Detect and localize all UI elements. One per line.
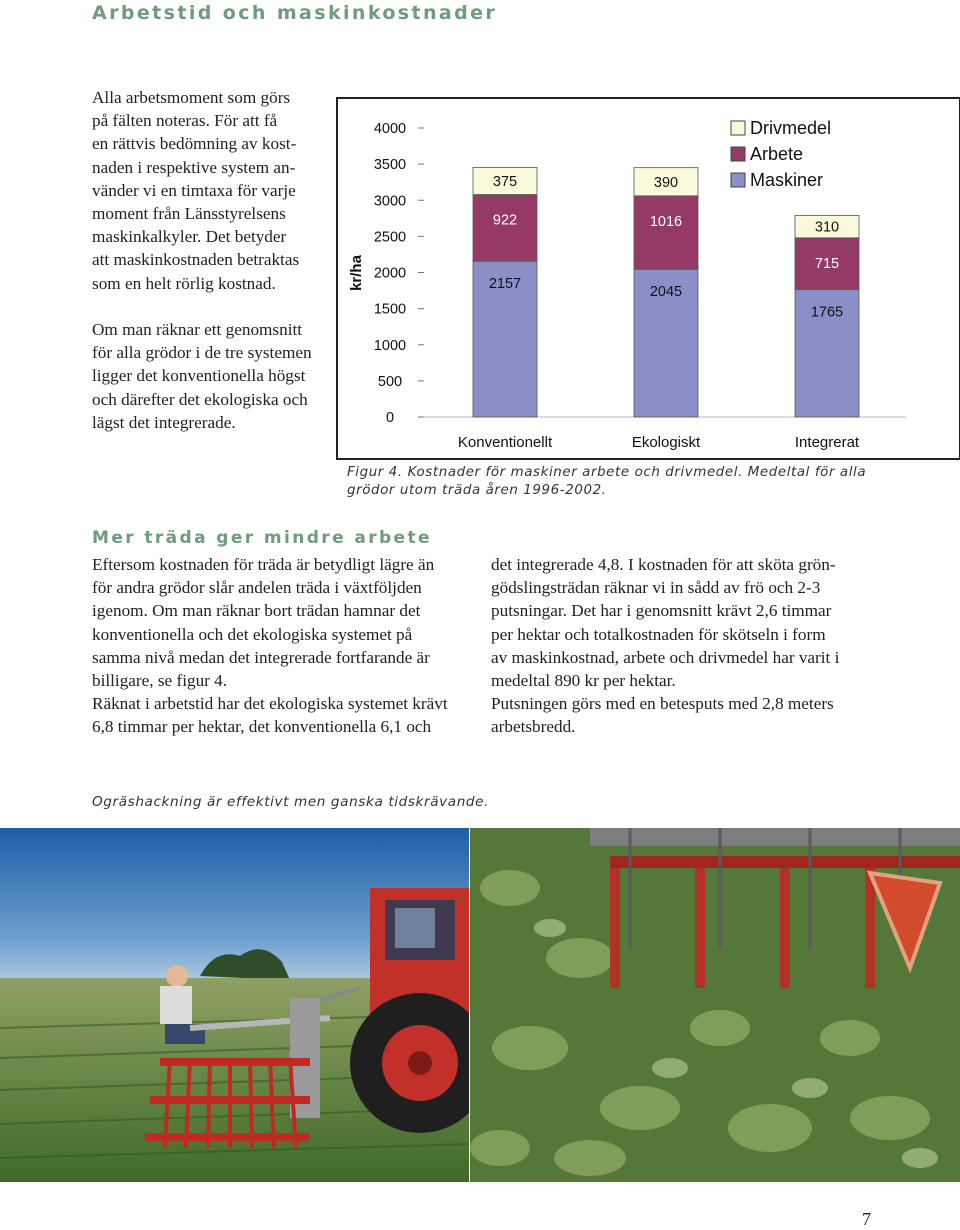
data-label: 922 <box>492 212 518 229</box>
y-axis-label: kr/ha <box>348 255 365 291</box>
body-column-2: det integrerade 4,8. I kostnaden för att sköta grön- gödslingsträdan räknar vi in sådd av frö och 2-3 putsningar. Det har i genomsnitt krävt 2,6 timmar per hektar och totalkostnaden för skötseln i form av maskinkostnad, arbete och drivmedel har varit i medeltal 890 kr per hektar. Putsningen görs med en betesputs med 2,8 meters arbetsbredd. <box>491 555 840 737</box>
photo-caption: Ogräshackning är effektivt men ganska tidskrävande. <box>92 794 490 810</box>
y-tick-label: 3500 <box>373 157 407 174</box>
intro-paragraph-1: Alla arbetsmoment som görs på fälten noteras. För att få en rättvis bedömning av kost- naden i respektive system an- vänder vi en timtaxa för varje moment från Länsstyrelsens maskinkalkyler. Det betyder att maskinkostnaden betraktas som en helt rörlig kostnad. <box>92 88 300 293</box>
y-tick-label: 3000 <box>373 193 407 210</box>
y-tick-label: 2500 <box>373 229 407 246</box>
stacked-bar-chart <box>338 99 959 458</box>
y-tick-label: 500 <box>377 373 403 390</box>
intro-paragraph-2: Om man räknar ett genomsnitt för alla grödor i de tre systemen ligger det konventionella högst och därefter det ekologiska och lägst det integrerade. <box>92 320 312 432</box>
data-label: 375 <box>492 173 518 190</box>
data-label: 2045 <box>649 284 683 301</box>
y-tick-label: 0 <box>385 410 395 426</box>
data-label: 2157 <box>488 276 522 293</box>
data-label: 390 <box>653 174 679 191</box>
y-tick-label: 2000 <box>373 265 407 282</box>
legend-swatch-maskiner <box>731 173 745 187</box>
figure-4-chart <box>336 97 960 460</box>
category-label: Ekologiskt <box>631 434 701 451</box>
body-column-1: Eftersom kostnaden för träda är betydligt lägre än för andra grödor slår andelen träda i växtföljden igenom. Om man räknar bort trädan hamnar det konventionella och det ekologiska systemet på samma nivå medan det integrerade fortfarande är billigare, se figur 4. Räknat i arbetstid har det ekologiska systemet krävt 6,8 timmar per hektar, det konventionella 6,1 och <box>92 555 448 737</box>
data-label: 715 <box>814 255 840 272</box>
category-label: Konventionellt <box>457 434 553 451</box>
data-label: 310 <box>814 219 840 236</box>
page-number: 7 <box>862 1209 871 1229</box>
data-label: 1016 <box>649 213 683 230</box>
legend-label: Maskiner <box>750 170 824 190</box>
photo-tractor-weeding <box>0 828 469 1182</box>
legend-swatch-drivmedel <box>731 121 745 135</box>
y-tick-label: 1000 <box>373 337 407 354</box>
figure-caption: Figur 4. Kostnader för maskiner arbete och drivmedel. Medeltal för alla grödor utom träda åren 1996-2002. <box>347 465 867 498</box>
bar-segment-arbete <box>634 196 698 269</box>
photo-weeder-closeup <box>470 828 960 1182</box>
legend-swatch-arbete <box>731 147 745 161</box>
legend-label: Drivmedel <box>750 118 832 138</box>
data-label: 1765 <box>810 304 844 321</box>
y-tick-label: 1500 <box>373 301 407 318</box>
legend-label: Arbete <box>750 144 804 164</box>
section-heading: Mer träda ger mindre arbete <box>92 528 432 548</box>
y-tick-label: 4000 <box>373 121 407 137</box>
page-heading: Arbetstid och maskinkostnader <box>92 2 498 24</box>
category-label: Integrerat <box>794 434 860 451</box>
